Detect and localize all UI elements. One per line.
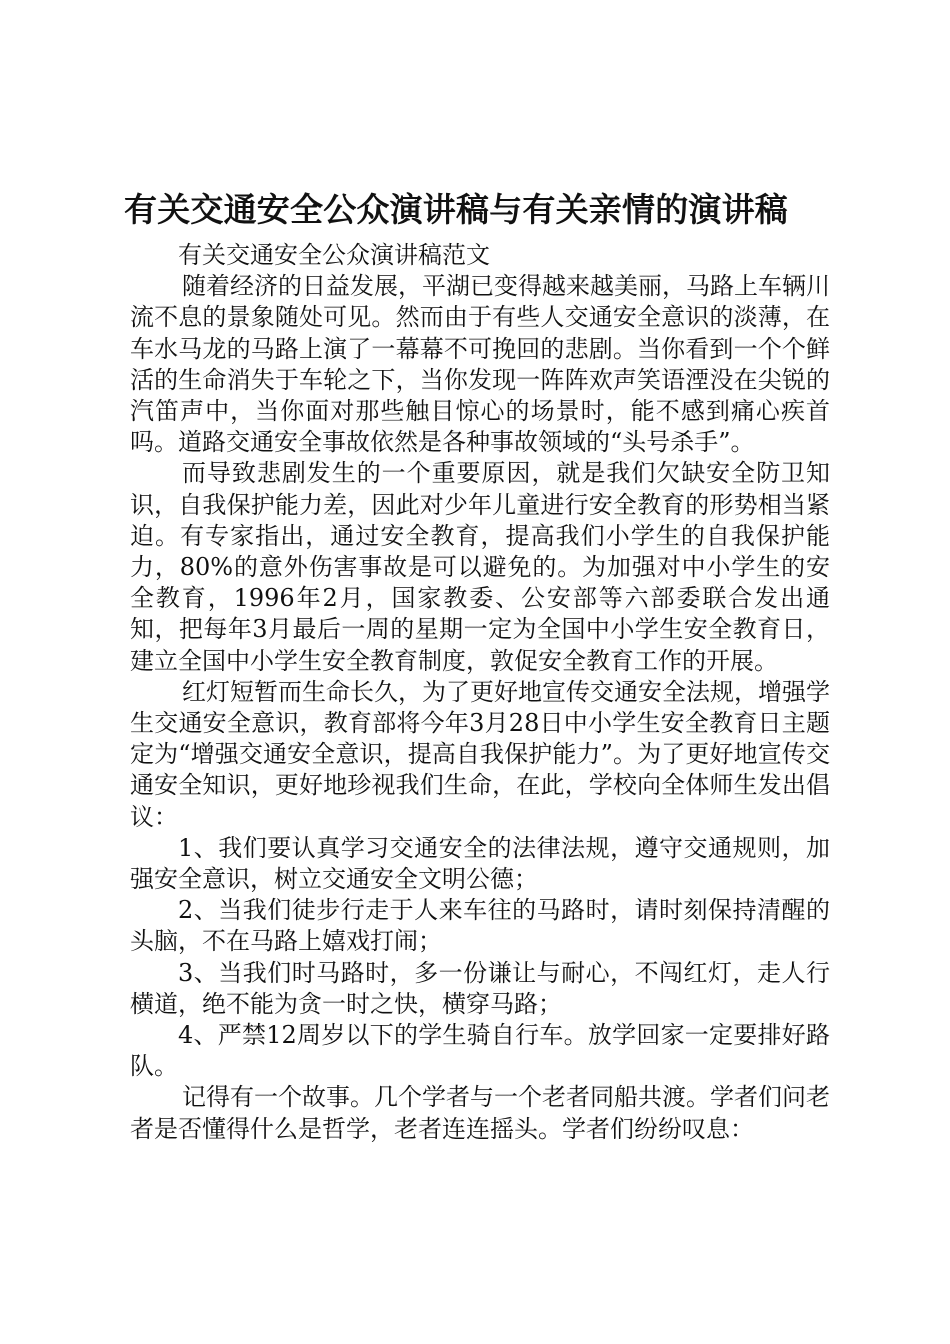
list-item-1: 1、我们要认真学习交通安全的法律法规，遵守交通规则，加强安全意识，树立交通安全文明公德；: [130, 833, 830, 894]
list-item-4: 4、严禁12周岁以下的学生骑自行车。放学回家一定要排好路队。: [130, 1021, 830, 1081]
closing-paragraph: 记得有一个故事。几个学者与一个老者同船共渡。学者们问老者是否懂得什么是哲学，老者连连摇头。学者们纷纷叹息：: [130, 1083, 830, 1143]
document-title: 有关交通安全公众演讲稿与有关亲情的演讲稿: [124, 190, 788, 229]
document-subtitle: 有关交通安全公众演讲稿范文: [178, 241, 490, 269]
paragraph-3: 红灯短暂而生命长久，为了更好地宣传交通安全法规，增强学生交通安全意识，教育部将今年3月28日中小学生安全教育日主题定为“增强交通安全意识，提高自我保护能力”。为了更好地宣传交通安全知识，更好地珍视我们生命，在此，学校向全体师生发出倡议：: [130, 677, 830, 831]
paragraph-1: 随着经济的日益发展，平湖已变得越来越美丽，马路上车辆川流不息的景象随处可见。然而由于有些人交通安全意识的淡薄，在车水马龙的马路上演了一幕幕不可挽回的悲剧。当你看到一个个鲜活的生命消失于车轮之下，当你发现一阵阵欢声笑语湮没在尖锐的汽笛声中，当你面对那些触目惊心的场景时，能不感到痛心疾首吗。道路交通安全事故依然是各种事故领域的“头号杀手”。: [130, 272, 830, 457]
list-item-3: 3、当我们时马路时，多一份谦让与耐心，不闯红灯，走人行横道，绝不能为贪一时之快，横穿马路；: [130, 958, 830, 1018]
list-item-2: 2、当我们徒步行走于人来车往的马路时，请时刻保持清醒的头脑，不在马路上嬉戏打闹；: [130, 896, 830, 956]
document-page: [124, 186, 830, 1145]
paragraph-2: 而导致悲剧发生的一个重要原因，就是我们欠缺安全防卫知识，自我保护能力差，因此对少年儿童进行安全教育的形势相当紧迫。有专家指出，通过安全教育，提高我们小学生的自我保护能力，80%的意外伤害事故是可以避免的。为加强对中小学生的安全教育，1996年2月，国家教委、公安部等六部委联合发出通知，把每年3月最后一周的星期一定为全国中小学生安全教育日，建立全国中小学生安全教育制度，敦促安全教育工作的开展。: [130, 459, 830, 675]
